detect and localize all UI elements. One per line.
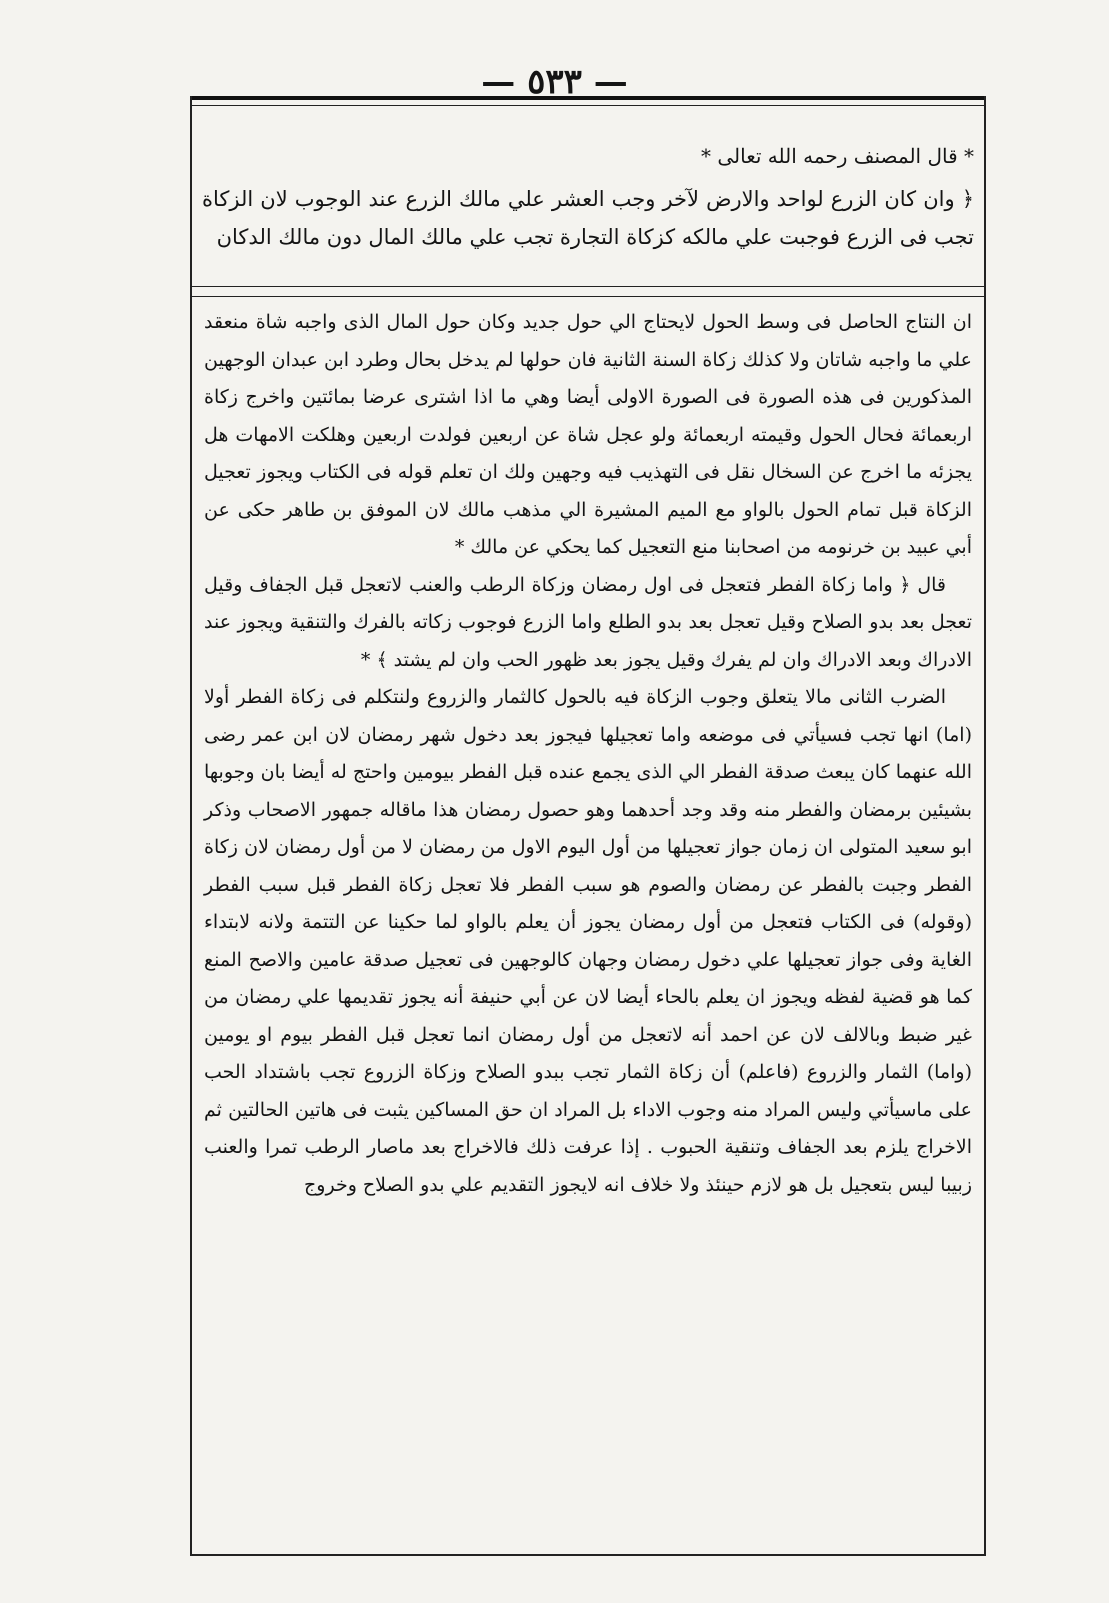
sharh-section — [204, 304, 972, 1204]
page-number: — ٥٣٣ — — [481, 62, 628, 102]
text-frame — [190, 96, 986, 1556]
matn-heading: * قال المصنف رحمه الله تعالى * — [701, 144, 974, 168]
frame-top-inner-rule — [192, 105, 984, 106]
frame-bottom-rule — [192, 1554, 984, 1556]
sharh-paragraph: قال ﴿ واما زكاة الفطر فتعجل فى اول رمضان وزكاة الرطب والعنب لاتعجل قبل الجفاف وقيل تعجل بعد بدو الصلاح وقيل تعجل بعد بدو الطلع واما الزرع فوجوب زكاته بالفرك والتنقية ويجوز عند الادراك وبعد الادراك وان لم يفرك وقيل يجوز بعد ظهور الحب وان لم يشتد ﴾ * — [204, 573, 972, 671]
matn-section — [202, 138, 974, 256]
matn-text: ﴿ وان كان الزرع لواحد والارض لآخر وجب العشر علي مالك الزرع عند الوجوب لان الزكاة تجب فى الزرع فوجبت علي مالكه كزكاة التجارة تجب علي مالك المال دون مالك الدكان — [202, 187, 974, 249]
frame-top-rule — [192, 96, 984, 100]
matn-divider — [192, 286, 984, 287]
sharh-divider — [192, 296, 984, 297]
sharh-paragraph: الضرب الثانى مالا يتعلق وجوب الزكاة فيه بالحول كالثمار والزروع ولنتكلم فى زكاة الفطر أولا (اما) انها تجب فسيأتي فى موضعه واما تعجيلها فيجوز بعد دخول شهر رمضان لان ابن عمر رضى الله عنهما كان يبعث صدقة الفطر الي الذى يجمع عنده قبل الفطر بيومين واحتج له أيضا بان وجوبها بشيئين برمضان والفطر منه وقد وجد أحدهما وهو حصول رمضان هذا ماقاله جمهور الاصحاب وذكر ابو سعيد المتولى ان زمان جواز تعجيلها من أول اليوم الاول من رمضان لا من أول رمضان لان زكاة الفطر وجبت بالفطر عن رمضان والصوم هو سبب الفطر فلا تعجل زكاة الفطر قبل سبب الفطر (وقوله) فى الكتاب فتعجل من أول رمضان يجوز أن يعلم بالواو لما حكينا عن التتمة ولانه لابتداء الغاية وفى جواز تعجيلها علي دخول رمضان وجهان كالوجهين فى تعجيل صدقة عامين والاصح المنع كما هو قضية لفظه ويجوز ان يعلم بالحاء أيضا لان عن أبي حنيفة أنه يجوز تقديمها علي رمضان من غير ضبط وبالالف لان عن احمد أنه لاتعجل من أول رمضان انما تعجل قبل الفطر بيوم او يومين (واما) الثمار والزروع (فاعلم) أن زكاة الثمار تجب ببدو الصلاح وزكاة الزروع تجب باشتداد الحب على ماسيأتي وليس المراد منه وجوب الاداء بل المراد ان حق المساكين يثبت فى هاتين الحالتين ثم الاخراج يلزم بعد الجفاف وتنقية الحبوب . إذا عرفت ذلك فالاخراج بعد ماصار الرطب تمرا والعنب زبيبا ليس بتعجيل بل هو لازم حينئذ ولا خلاف انه لايجوز التقديم علي بدو الصلاح وخروج — [204, 686, 972, 1196]
sharh-paragraph: ان النتاج الحاصل فى وسط الحول لايحتاج الي حول جديد وكان حول المال الذى واجبه شاة منعقد علي ما واجبه شاتان ولا كذلك زكاة السنة الثانية فان حولها لم يدخل بحال وطرد ابن عبدان الوجهين المذكورين فى هذه الصورة فى الصورة الاولى أيضا وهي ما اذا اشترى عرضا بمائتين واخرج زكاة اربعمائة فحال الحول وقيمته اربعمائة ولو عجل شاة عن اربعين فولدت اربعين وهلكت الامهات هل يجزئه ما اخرج عن السخال نقل فى التهذيب فيه وجهين ولك ان تعلم قوله فى الكتاب ويجوز تعجيل الزكاة قبل تمام الحول بالواو مع الميم المشيرة الي مذهب مالك لان الموفق بن طاهر حكى عن أبي عبيد بن خرنومه من اصحابنا منع التعجيل كما يحكي عن مالك * — [204, 311, 972, 558]
